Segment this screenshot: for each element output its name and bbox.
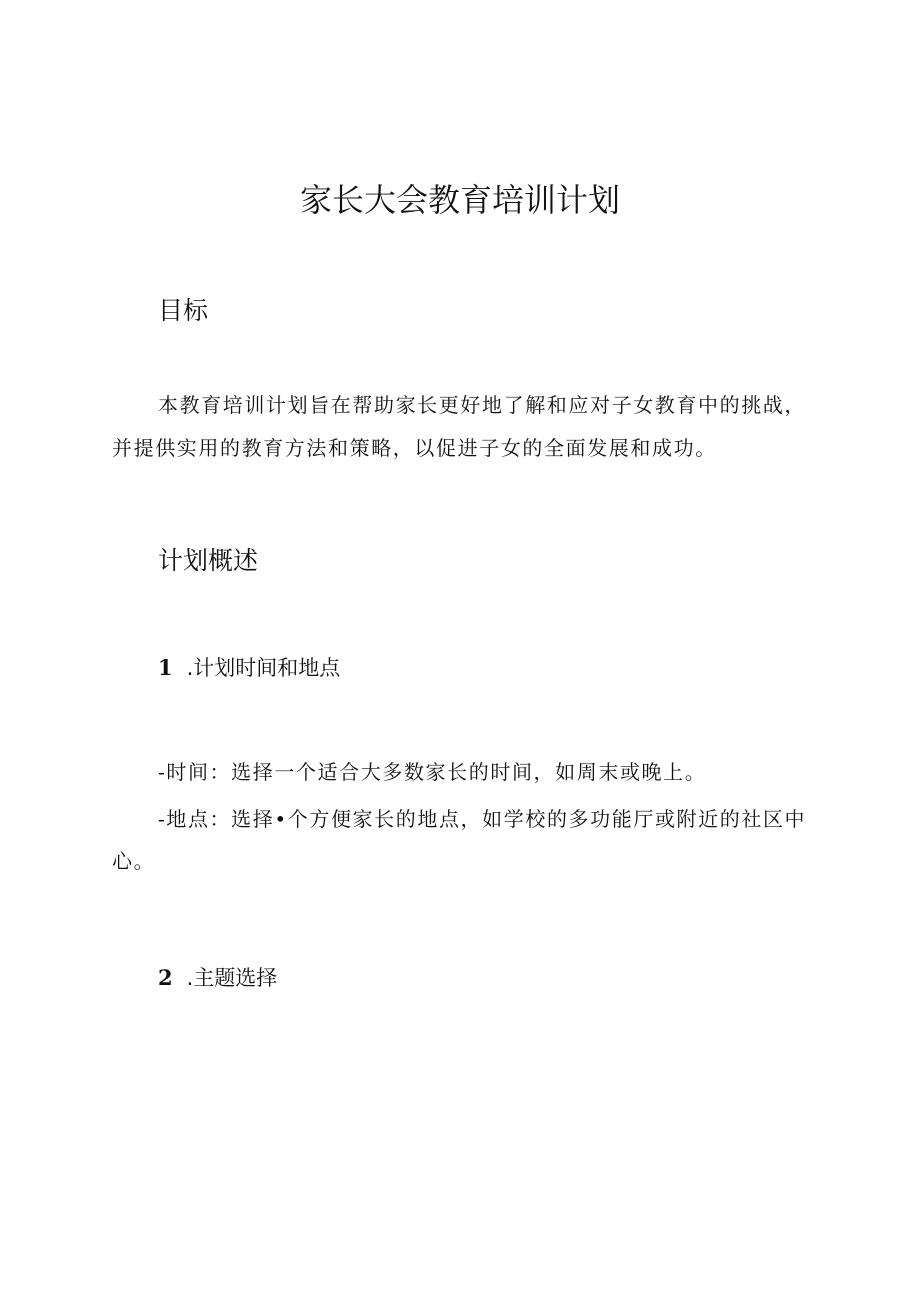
page-title: 家长大会教育培训计划	[299, 181, 620, 219]
section-heading-overview: 计划概述	[158, 546, 259, 575]
subheading-time-location	[158, 652, 340, 684]
subheading-topic-selection	[158, 962, 277, 994]
item-number: 1	[158, 655, 173, 680]
item-number: 2	[158, 965, 173, 990]
section-heading-goal: 目标	[158, 296, 209, 325]
goal-paragraph: 本教育培训计划旨在帮助家长更好地了解和应对子女教育中的挑战，并提供实用的教育方法和策略，以促进子女的全面发展和成功。	[112, 393, 806, 460]
bullet-location: -地点：选择•个方便家长的地点，如学校的多功能厅或附近的社区中心。	[112, 807, 807, 873]
bullet-time: -时间：选择一个适合大多数家长的时间，如周末或晚上。	[158, 760, 707, 784]
item-label: .主题选择	[186, 966, 278, 990]
item-label: .计划时间和地点	[186, 656, 341, 680]
